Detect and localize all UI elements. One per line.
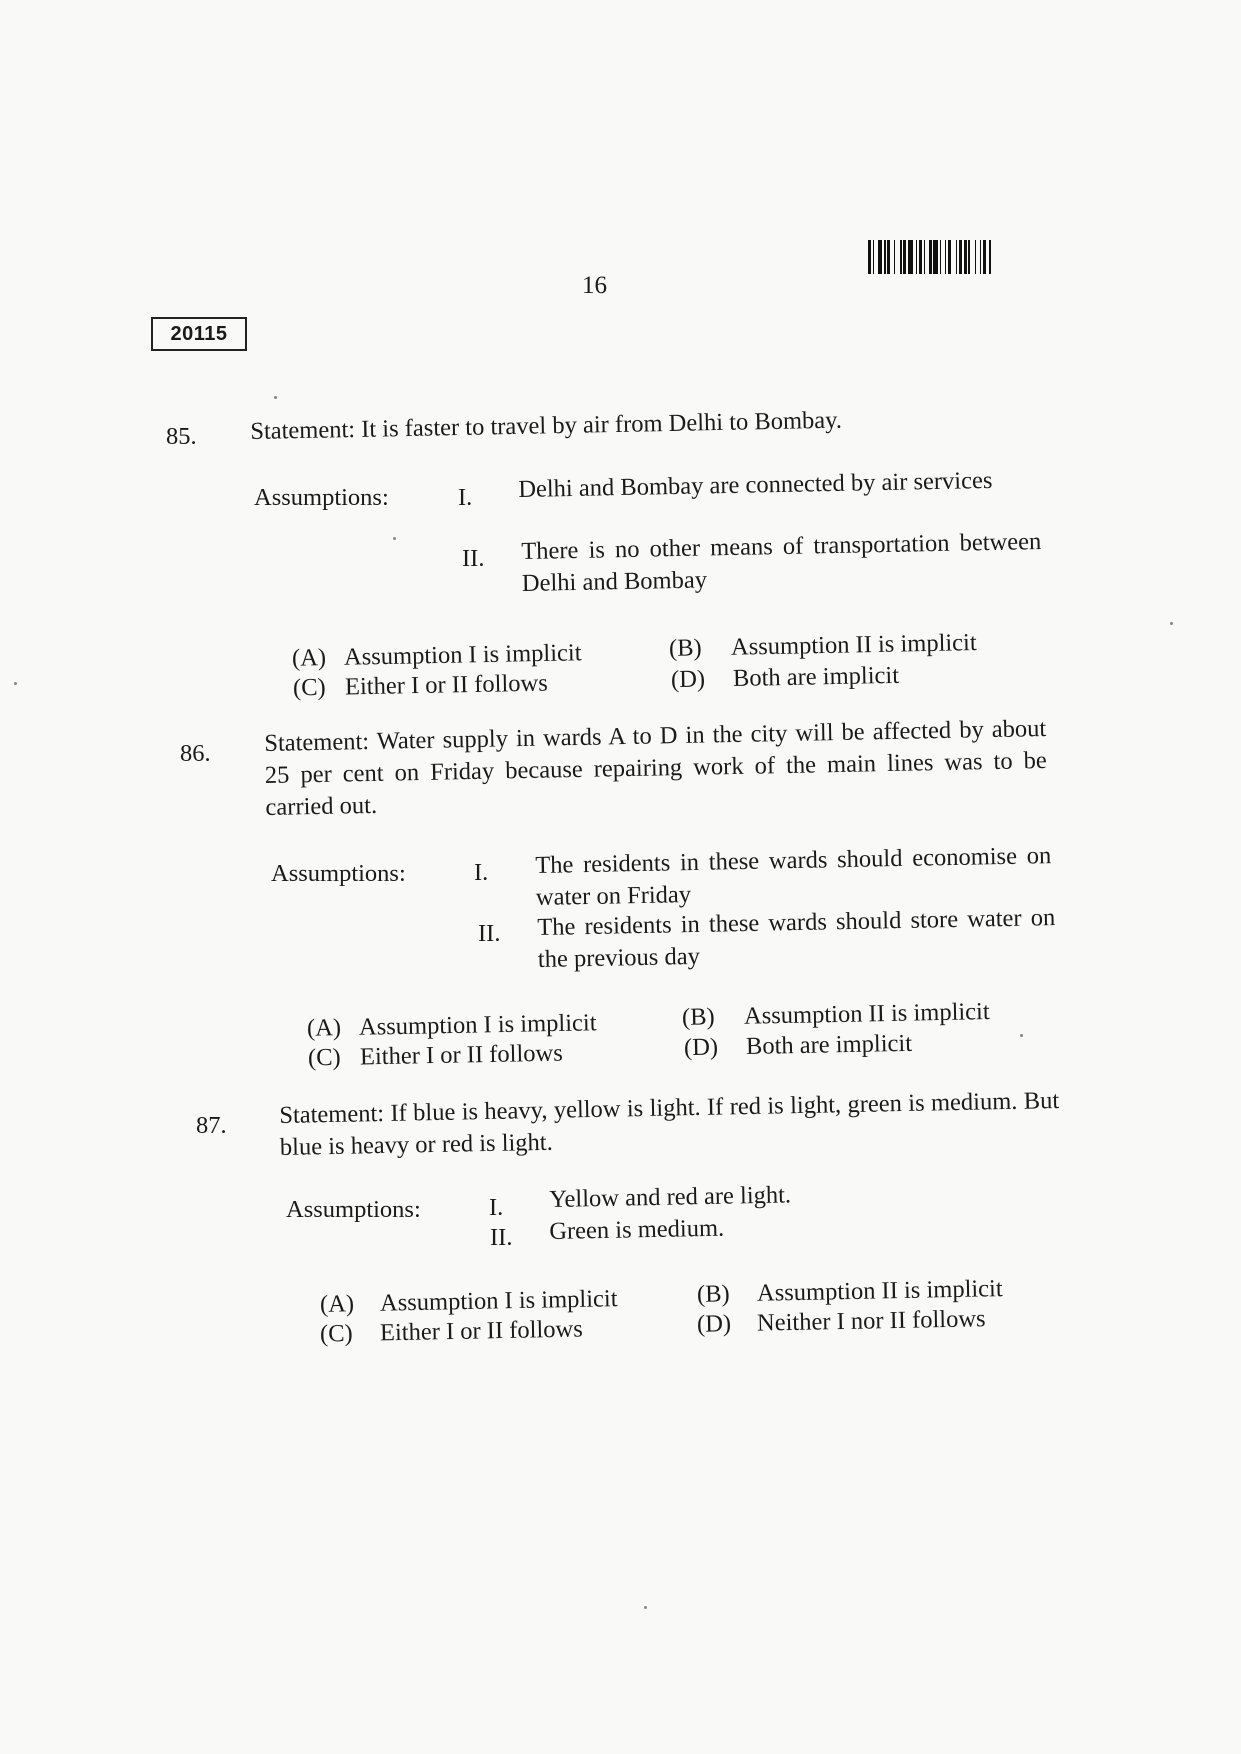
option-letter: (D) [683, 1033, 719, 1062]
assumptions-label: Assumptions: [271, 860, 406, 887]
assumption-numeral: II. [462, 545, 485, 572]
scan-speck [644, 1606, 647, 1609]
question-statement: Statement: If blue is heavy, yellow is light. If red is light, green is medium. But blue is heavy or red is light. [279, 1087, 1060, 1161]
option-text: Assumption I is implicit [358, 1009, 597, 1041]
question-number: 87. [196, 1112, 227, 1139]
option-b [682, 996, 990, 1034]
option-d [684, 1028, 913, 1064]
assumptions-label: Assumptions: [286, 1196, 421, 1223]
assumption-text: The residents in these wards should economise on water on Friday [535, 842, 1052, 911]
option-c [308, 1038, 563, 1075]
scan-speck [1170, 622, 1173, 625]
option-letter: (A) [319, 1290, 355, 1318]
paper-code-box: 20115 [151, 317, 247, 351]
option-text: Neither I nor II follows [756, 1305, 986, 1337]
option-letter: (A) [306, 1014, 342, 1042]
assumptions-label: Assumptions: [254, 484, 389, 511]
option-letter: (D) [670, 665, 706, 694]
barcode-bar [991, 240, 993, 274]
option-letter: (C) [307, 1043, 341, 1072]
option-letter: (C) [292, 673, 326, 702]
assumption-text: There is no other means of transportation between Delhi and Bombay [521, 528, 1042, 597]
assumption-numeral: II. [478, 920, 501, 947]
scan-speck [14, 682, 17, 685]
option-text: Either I or II follows [344, 669, 548, 701]
scan-speck [1020, 1034, 1023, 1037]
option-text: Both are implicit [745, 1029, 913, 1060]
option-text: Both are implicit [732, 661, 900, 692]
assumption-text: Yellow and red are light. [549, 1181, 792, 1213]
option-letter: (B) [696, 1280, 730, 1308]
option-c [293, 668, 548, 705]
option-text: Assumption I is implicit [379, 1285, 618, 1317]
option-letter: (B) [681, 1003, 715, 1031]
option-letter: (C) [319, 1319, 353, 1348]
assumption-numeral: I. [474, 859, 489, 886]
barcode-icon [868, 240, 1040, 274]
option-text: Assumption II is implicit [743, 998, 990, 1030]
scan-speck [393, 537, 396, 540]
question-number: 85. [166, 423, 197, 450]
assumption-text: Delhi and Bombay are connected by air services [518, 466, 993, 503]
option-text: Assumption I is implicit [343, 639, 582, 671]
question-statement: Statement: Water supply in wards A to D in the city will be affected by about 25 per cent on Friday because repairing work of the main lines was to be carried out. [264, 714, 1048, 821]
option-d [671, 660, 900, 696]
option-c [320, 1313, 583, 1350]
option-letter: (A) [291, 644, 327, 672]
option-text: Either I or II follows [359, 1039, 563, 1071]
option-d [697, 1303, 986, 1341]
assumption-text: Green is medium. [549, 1214, 725, 1245]
assumption-numeral: II. [490, 1224, 513, 1251]
page-number: 16 [582, 272, 607, 299]
option-b [669, 627, 977, 665]
option-text: Assumption II is implicit [756, 1275, 1003, 1307]
question-number: 86. [180, 740, 211, 767]
option-letter: (D) [696, 1310, 732, 1338]
assumption-numeral: I. [458, 484, 473, 511]
option-text: Assumption II is implicit [730, 629, 977, 661]
scan-speck [274, 396, 277, 399]
assumption-text: The residents in these wards should store water on the previous day [537, 904, 1056, 973]
option-letter: (B) [668, 634, 702, 662]
option-text: Either I or II follows [379, 1315, 583, 1347]
assumption-numeral: I. [489, 1194, 504, 1221]
question-statement: Statement: It is faster to travel by air from Delhi to Bombay. [250, 406, 843, 445]
